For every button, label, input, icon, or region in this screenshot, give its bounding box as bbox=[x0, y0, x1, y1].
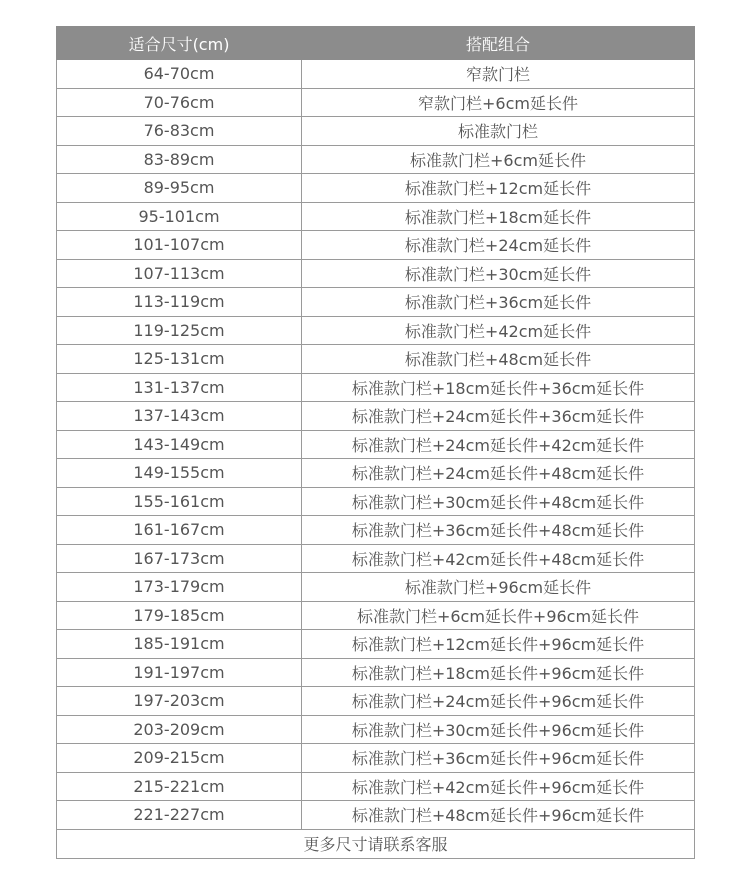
table-row bbox=[57, 487, 695, 516]
table-row bbox=[57, 459, 695, 488]
size-cell: 167-173cm bbox=[57, 544, 302, 573]
table-row bbox=[57, 715, 695, 744]
size-cell: 83-89cm bbox=[57, 145, 302, 174]
size-cell: 221-227cm bbox=[57, 801, 302, 830]
table-row bbox=[57, 88, 695, 117]
contact-note: 更多尺寸请联系客服 bbox=[57, 829, 695, 858]
size-cell: 173-179cm bbox=[57, 573, 302, 602]
combo-cell: 标准款门栏+30cm延长件+96cm延长件 bbox=[302, 715, 695, 744]
table-row bbox=[57, 402, 695, 431]
table-row bbox=[57, 316, 695, 345]
table-row bbox=[57, 430, 695, 459]
size-cell: 125-131cm bbox=[57, 345, 302, 374]
combo-cell: 标准款门栏+24cm延长件+36cm延长件 bbox=[302, 402, 695, 431]
combo-cell: 标准款门栏+18cm延长件+96cm延长件 bbox=[302, 658, 695, 687]
size-cell: 215-221cm bbox=[57, 772, 302, 801]
table-body bbox=[57, 60, 695, 830]
table-row bbox=[57, 687, 695, 716]
table-header-row bbox=[57, 27, 695, 60]
combo-cell: 标准款门栏+42cm延长件+96cm延长件 bbox=[302, 772, 695, 801]
size-combination-table bbox=[56, 26, 695, 859]
combo-cell: 标准款门栏+24cm延长件+96cm延长件 bbox=[302, 687, 695, 716]
table-row bbox=[57, 630, 695, 659]
size-cell: 107-113cm bbox=[57, 259, 302, 288]
table-row bbox=[57, 573, 695, 602]
size-cell: 197-203cm bbox=[57, 687, 302, 716]
table-row bbox=[57, 516, 695, 545]
combo-cell: 标准款门栏+96cm延长件 bbox=[302, 573, 695, 602]
table-row bbox=[57, 259, 695, 288]
combo-cell: 标准款门栏+18cm延长件 bbox=[302, 202, 695, 231]
size-cell: 161-167cm bbox=[57, 516, 302, 545]
header-size: 适合尺寸(cm) bbox=[57, 27, 302, 60]
combo-cell: 标准款门栏+30cm延长件 bbox=[302, 259, 695, 288]
combo-cell: 标准款门栏+36cm延长件+96cm延长件 bbox=[302, 744, 695, 773]
combo-cell: 标准款门栏+42cm延长件+48cm延长件 bbox=[302, 544, 695, 573]
combo-cell: 窄款门栏 bbox=[302, 60, 695, 89]
size-cell: 185-191cm bbox=[57, 630, 302, 659]
combo-cell: 窄款门栏+6cm延长件 bbox=[302, 88, 695, 117]
combo-cell: 标准款门栏+24cm延长件 bbox=[302, 231, 695, 260]
table-row bbox=[57, 658, 695, 687]
size-cell: 89-95cm bbox=[57, 174, 302, 203]
table-row bbox=[57, 231, 695, 260]
combo-cell: 标准款门栏+42cm延长件 bbox=[302, 316, 695, 345]
size-cell: 131-137cm bbox=[57, 373, 302, 402]
size-cell: 149-155cm bbox=[57, 459, 302, 488]
table-row bbox=[57, 601, 695, 630]
combo-cell: 标准款门栏+48cm延长件 bbox=[302, 345, 695, 374]
combo-cell: 标准款门栏+24cm延长件+48cm延长件 bbox=[302, 459, 695, 488]
table-row bbox=[57, 345, 695, 374]
size-cell: 76-83cm bbox=[57, 117, 302, 146]
table-row bbox=[57, 772, 695, 801]
table-row bbox=[57, 288, 695, 317]
size-cell: 119-125cm bbox=[57, 316, 302, 345]
table-row bbox=[57, 117, 695, 146]
table-row bbox=[57, 145, 695, 174]
combo-cell: 标准款门栏+6cm延长件 bbox=[302, 145, 695, 174]
combo-cell: 标准款门栏+30cm延长件+48cm延长件 bbox=[302, 487, 695, 516]
combo-cell: 标准款门栏 bbox=[302, 117, 695, 146]
header-combo: 搭配组合 bbox=[302, 27, 695, 60]
combo-cell: 标准款门栏+18cm延长件+36cm延长件 bbox=[302, 373, 695, 402]
size-cell: 203-209cm bbox=[57, 715, 302, 744]
combo-cell: 标准款门栏+36cm延长件 bbox=[302, 288, 695, 317]
table-row bbox=[57, 60, 695, 89]
size-cell: 209-215cm bbox=[57, 744, 302, 773]
table-row bbox=[57, 174, 695, 203]
size-cell: 191-197cm bbox=[57, 658, 302, 687]
table-row bbox=[57, 744, 695, 773]
combo-cell: 标准款门栏+6cm延长件+96cm延长件 bbox=[302, 601, 695, 630]
combo-cell: 标准款门栏+24cm延长件+42cm延长件 bbox=[302, 430, 695, 459]
size-cell: 179-185cm bbox=[57, 601, 302, 630]
table-row bbox=[57, 801, 695, 830]
table-row bbox=[57, 202, 695, 231]
size-cell: 113-119cm bbox=[57, 288, 302, 317]
size-cell: 70-76cm bbox=[57, 88, 302, 117]
size-cell: 101-107cm bbox=[57, 231, 302, 260]
size-cell: 143-149cm bbox=[57, 430, 302, 459]
table-row bbox=[57, 373, 695, 402]
combo-cell: 标准款门栏+48cm延长件+96cm延长件 bbox=[302, 801, 695, 830]
size-cell: 64-70cm bbox=[57, 60, 302, 89]
size-cell: 137-143cm bbox=[57, 402, 302, 431]
combo-cell: 标准款门栏+36cm延长件+48cm延长件 bbox=[302, 516, 695, 545]
table-row bbox=[57, 544, 695, 573]
size-cell: 155-161cm bbox=[57, 487, 302, 516]
combo-cell: 标准款门栏+12cm延长件+96cm延长件 bbox=[302, 630, 695, 659]
combo-cell: 标准款门栏+12cm延长件 bbox=[302, 174, 695, 203]
size-cell: 95-101cm bbox=[57, 202, 302, 231]
table-footer-row bbox=[57, 829, 695, 858]
